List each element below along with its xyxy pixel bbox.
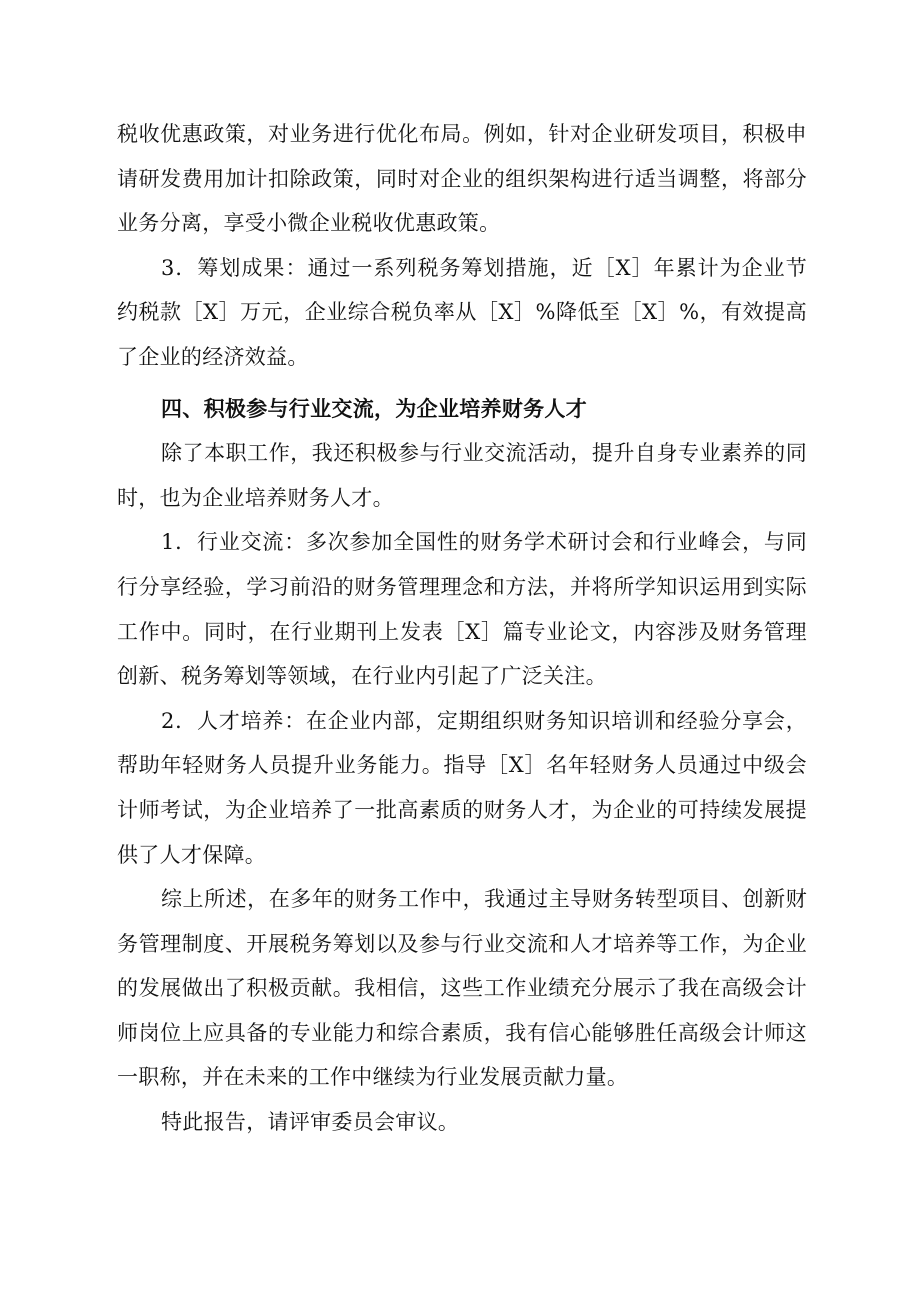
- paragraph-planning-results: 3．筹划成果：通过一系列税务筹划措施，近［X］年累计为企业节约税款［X］万元，企业综合税负率从［X］%降低至［X］%，有效提高了企业的经济效益。: [117, 255, 807, 369]
- document-body: [117, 112, 807, 1145]
- paragraph-section-intro: 除了本职工作，我还积极参与行业交流活动，提升自身专业素养的同时，也为企业培养财务人才。: [117, 441, 807, 510]
- paragraph-tax-policy-continuation: 税收优惠政策，对业务进行优化布局。例如，针对企业研发项目，积极申请研发费用加计扣除政策，同时对企业的组织架构进行适当调整，将部分业务分离，享受小微企业税收优惠政策。: [117, 122, 807, 236]
- section-heading-industry-exchange: 四、积极参与行业交流，为企业培养财务人才: [161, 396, 587, 421]
- paragraph-talent-training: 2．人才培养：在企业内部，定期组织财务知识培训和经验分享会，帮助年轻财务人员提升业务能力。指导［X］名年轻财务人员通过中级会计师考试，为企业培养了一批高素质的财务人才，为企业的可持续发展提供了人才保障。: [117, 708, 807, 867]
- paragraph-industry-exchange: 1．行业交流：多次参加全国性的财务学术研讨会和行业峰会，与同行分享经验，学习前沿的财务管理理念和方法，并将所学知识运用到实际工作中。同时，在行业期刊上发表［X］篇专业论文，内容涉及财务管理创新、税务筹划等领域，在行业内引起了广泛关注。: [117, 530, 807, 689]
- paragraph-conclusion: 综上所述，在多年的财务工作中，我通过主导财务转型项目、创新财务管理制度、开展税务筹划以及参与行业交流和人才培养等工作，为企业的发展做出了积极贡献。我相信，这些工作业绩充分展示了我在高级会计师岗位上应具备的专业能力和综合素质，我有信心能够胜任高级会计师这一职称，并在未来的工作中继续为行业发展贡献力量。: [117, 887, 807, 1090]
- paragraph-closing: 特此报告，请评审委员会审议。: [161, 1110, 460, 1135]
